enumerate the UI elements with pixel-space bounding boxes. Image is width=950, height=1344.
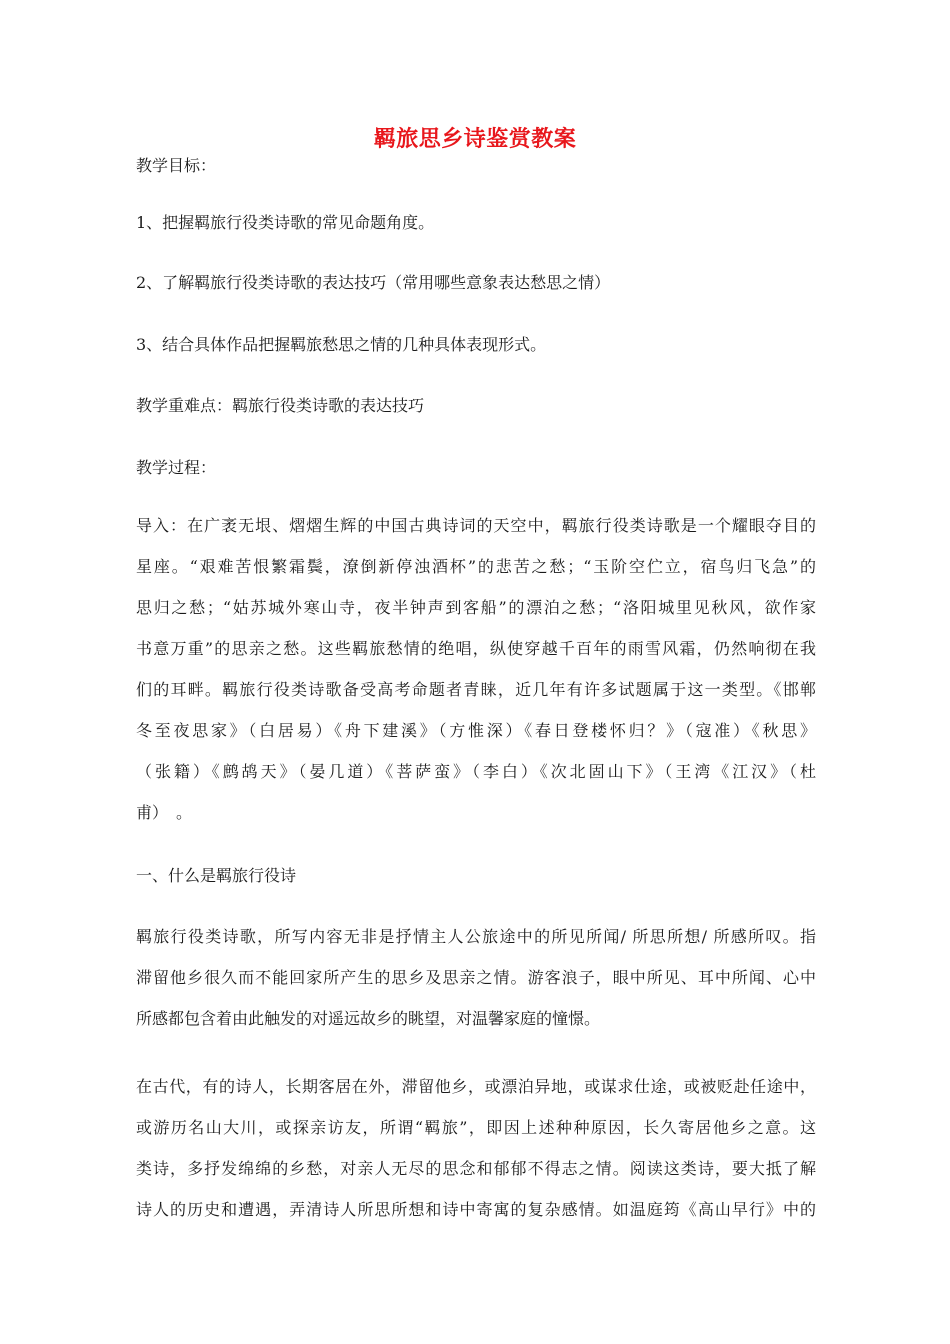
intro-paragraph <box>136 505 816 833</box>
objective-item-2: 2、了解羁旅行役类诗歌的表达技巧（常用哪些意象表达愁思之情） <box>136 273 611 292</box>
objective-item-3: 3、结合具体作品把握羁旅愁思之情的几种具体表现形式。 <box>136 335 547 354</box>
paragraph-line: 在古代，有的诗人，长期客居在外，滞留他乡，或漂泊异地，或谋求仕途，或被贬赴任途中， <box>136 1077 816 1096</box>
paragraph-line: （张籍）《鹧鸪天》（晏几道）《菩萨蛮》（李白）《次北固山下》（王湾《江汉》（杜 <box>136 762 816 781</box>
paragraph-line: 滞留他乡很久而不能回家所产生的思乡及思亲之情。游客浪子，眼中所见、耳中所闻、心中 <box>136 968 816 987</box>
document-title: 羁旅思乡诗鉴赏教案 <box>373 127 577 152</box>
key-points: 教学重难点：羁旅行役类诗歌的表达技巧 <box>136 396 425 415</box>
paragraph-line: 星座。“艰难苦恨繁霜鬓，潦倒新停浊酒杯”的悲苦之愁；“玉阶空伫立，宿鸟归飞急”的 <box>136 557 816 576</box>
paragraph-line: 书意万重”的思亲之愁。这些羁旅愁情的绝唱，纵使穿越千百年的雨雪风霜，仍然响彻在我 <box>136 639 816 658</box>
process-heading: 教学过程： <box>136 458 217 477</box>
paragraph-line: 思归之愁；“姑苏城外寒山寺，夜半钟声到客船”的漂泊之愁；“洛阳城里见秋风，欲作家 <box>136 598 816 617</box>
objectives-heading: 教学目标： <box>136 156 217 175</box>
paragraph-line: 们的耳畔。羁旅行役类诗歌备受高考命题者青睐，近几年有许多试题属于这一类型。《邯郸 <box>136 680 816 699</box>
paragraph-line: 羁旅行役类诗歌，所写内容无非是抒情主人公旅途中的所见所闻/ 所思所想/ 所感所叹。指 <box>136 927 816 946</box>
paragraph-line: 类诗，多抒发绵绵的乡愁，对亲人无尽的思念和郁郁不得志之情。阅读这类诗，要大抵了解 <box>136 1159 816 1178</box>
section1-paragraph-2 <box>136 1066 816 1230</box>
section1-paragraph-1 <box>136 916 816 1039</box>
paragraph-line: 或游历名山大川，或探亲访友，所谓“羁旅”，即因上述种种原因，长久寄居他乡之意。这 <box>136 1118 816 1137</box>
paragraph-line: 冬至夜思家》（白居易）《舟下建溪》（方惟深）《春日登楼怀归？》（寇准）《秋思》 <box>136 721 816 740</box>
paragraph-line: 甫） 。 <box>136 803 193 822</box>
paragraph-line: 诗人的历史和遭遇，弄清诗人所思所想和诗中寄寓的复杂感情。如温庭筠《高山早行》中的 <box>136 1200 816 1219</box>
paragraph-line: 所感都包含着由此触发的对遥远故乡的眺望，对温馨家庭的憧憬。 <box>136 1009 601 1028</box>
section1-heading: 一、什么是羁旅行役诗 <box>136 866 297 885</box>
objective-item-1: 1、把握羁旅行役类诗歌的常见命题角度。 <box>136 213 435 232</box>
paragraph-line: 导入：在广袤无垠、熠熠生辉的中国古典诗词的天空中，羁旅行役类诗歌是一个耀眼夺目的 <box>136 516 816 535</box>
